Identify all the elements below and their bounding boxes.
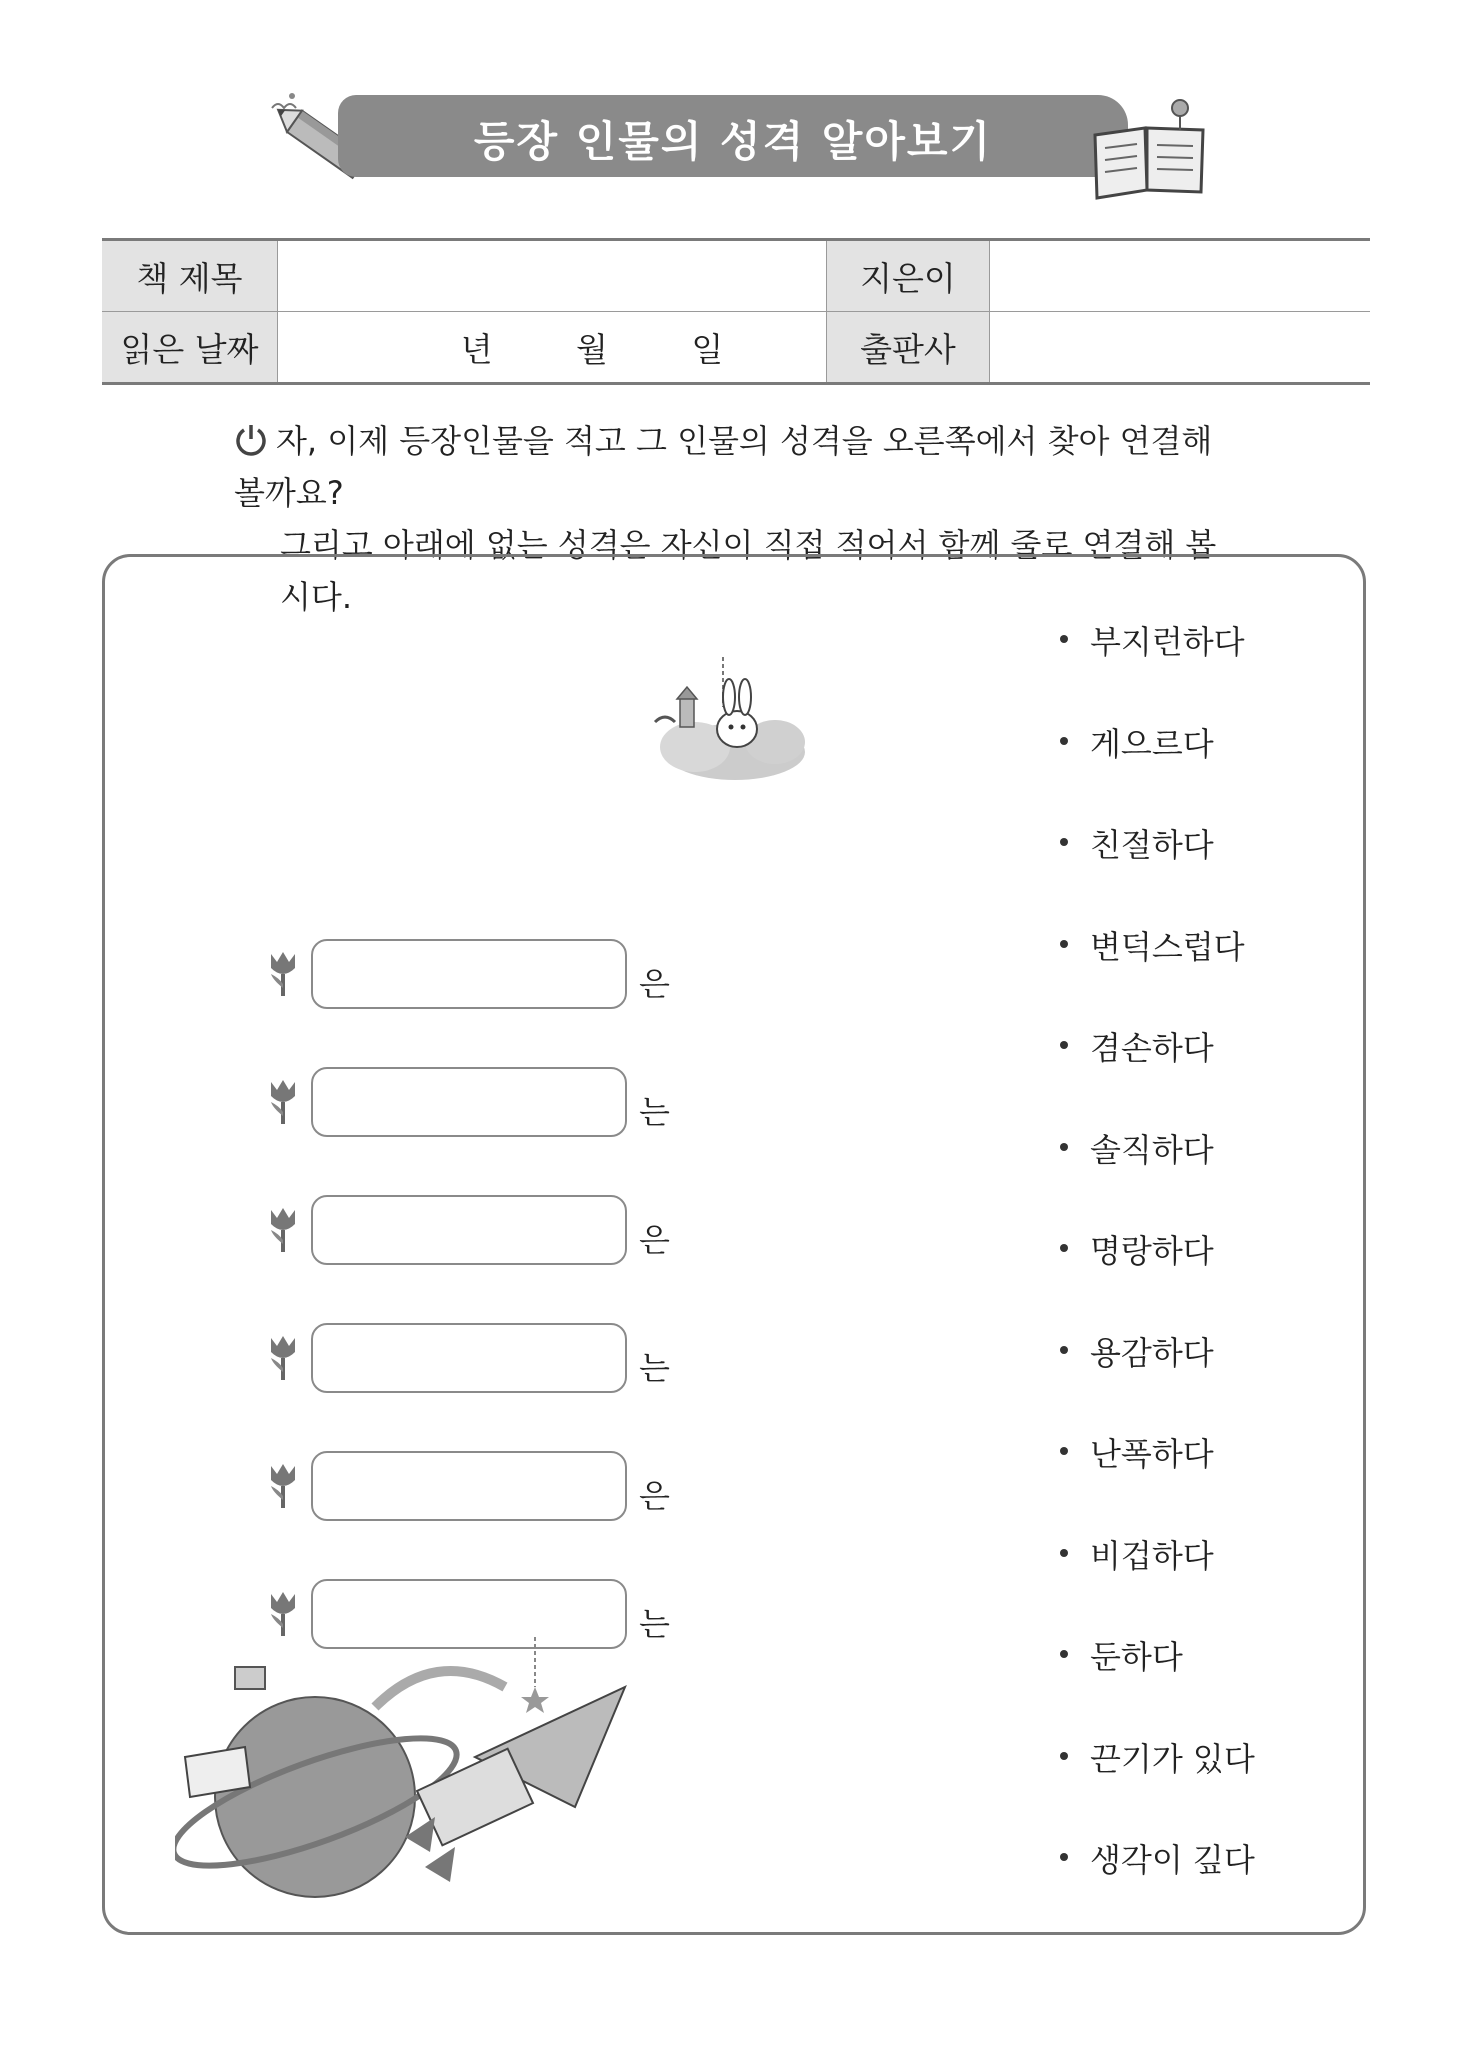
connect-dot[interactable]	[1060, 1752, 1068, 1760]
tulip-icon	[265, 1462, 301, 1510]
author-label: 지은이	[827, 240, 990, 312]
connect-dot[interactable]	[1060, 838, 1068, 846]
trait-item: 용감하다	[1050, 1328, 1255, 1430]
particle-label: 은	[639, 1477, 670, 1515]
instruction-line-2: 그리고 아래에 없는 성격은 자신이 직접 적어서 함께 줄로 연결해 봅시다.	[280, 526, 1217, 616]
instruction-line-1: 자, 이제 등장인물을 적고 그 인물의 성격을 오른쪽에서 찾아 연결해 볼까요?	[234, 422, 1213, 512]
character-row-2	[265, 1065, 670, 1139]
open-book-icon	[1085, 90, 1215, 205]
publisher-field[interactable]	[990, 312, 1371, 384]
power-icon	[234, 423, 268, 457]
trait-item: 끈기가 있다	[1050, 1734, 1255, 1836]
connect-dot[interactable]	[1060, 1143, 1068, 1151]
planet-rocket-illustration	[175, 1637, 675, 1927]
trait-item: 비겁하다	[1050, 1531, 1255, 1633]
title-banner	[338, 95, 1128, 177]
month-unit: 월	[576, 329, 608, 369]
character-row-1	[265, 937, 670, 1011]
trait-item: 부지런하다	[1050, 617, 1255, 719]
trait-item: 친절하다	[1050, 820, 1255, 922]
trait-item: 겸손하다	[1050, 1023, 1255, 1125]
tulip-icon	[265, 1206, 301, 1254]
connect-dot[interactable]	[1060, 1549, 1068, 1557]
connect-dot[interactable]	[1060, 1650, 1068, 1658]
connect-dot[interactable]	[1060, 1346, 1068, 1354]
tulip-icon	[265, 1334, 301, 1382]
trait-item: 명랑하다	[1050, 1226, 1255, 1328]
book-info-table	[102, 238, 1370, 385]
character-name-input[interactable]	[311, 1451, 627, 1521]
author-field[interactable]	[990, 240, 1371, 312]
connect-dot[interactable]	[1060, 737, 1068, 745]
particle-label: 는	[639, 1093, 670, 1131]
year-unit: 년	[460, 329, 493, 369]
particle-label: 은	[639, 965, 670, 1003]
character-name-input[interactable]	[311, 1323, 627, 1393]
character-row-5	[265, 1449, 670, 1523]
particle-label: 는	[639, 1349, 670, 1387]
connect-dot[interactable]	[1060, 1853, 1068, 1861]
connect-dot[interactable]	[1060, 940, 1068, 948]
trait-item: 생각이 깊다	[1050, 1835, 1255, 1937]
connect-dot[interactable]	[1060, 635, 1068, 643]
character-row-3	[265, 1193, 670, 1267]
page-title: 등장 인물의 성격 알아보기	[473, 117, 993, 166]
publisher-label: 출판사	[827, 312, 990, 384]
character-name-input[interactable]	[311, 1067, 627, 1137]
date-label: 읽은 날짜	[102, 312, 278, 384]
connect-dot[interactable]	[1060, 1447, 1068, 1455]
tulip-icon	[265, 950, 301, 998]
tulip-icon	[265, 1590, 301, 1638]
bunny-on-cloud-illustration	[645, 657, 815, 787]
character-name-input[interactable]	[311, 939, 627, 1009]
trait-list	[1050, 617, 1255, 1937]
trait-item: 솔직하다	[1050, 1125, 1255, 1227]
character-name-input[interactable]	[311, 1195, 627, 1265]
book-title-label: 책 제목	[102, 240, 278, 312]
connect-dot[interactable]	[1060, 1244, 1068, 1252]
tulip-icon	[265, 1078, 301, 1126]
trait-item: 게으르다	[1050, 719, 1255, 821]
character-row-4	[265, 1321, 670, 1395]
book-title-field[interactable]	[278, 240, 827, 312]
connect-dot[interactable]	[1060, 1041, 1068, 1049]
trait-item: 난폭하다	[1050, 1429, 1255, 1531]
trait-item: 변덕스럽다	[1050, 922, 1255, 1024]
day-unit: 일	[691, 329, 724, 369]
matching-area	[102, 554, 1366, 1935]
date-field[interactable]	[278, 312, 827, 384]
particle-label: 는	[639, 1605, 670, 1643]
trait-item: 둔하다	[1050, 1632, 1255, 1734]
particle-label: 은	[639, 1221, 670, 1259]
